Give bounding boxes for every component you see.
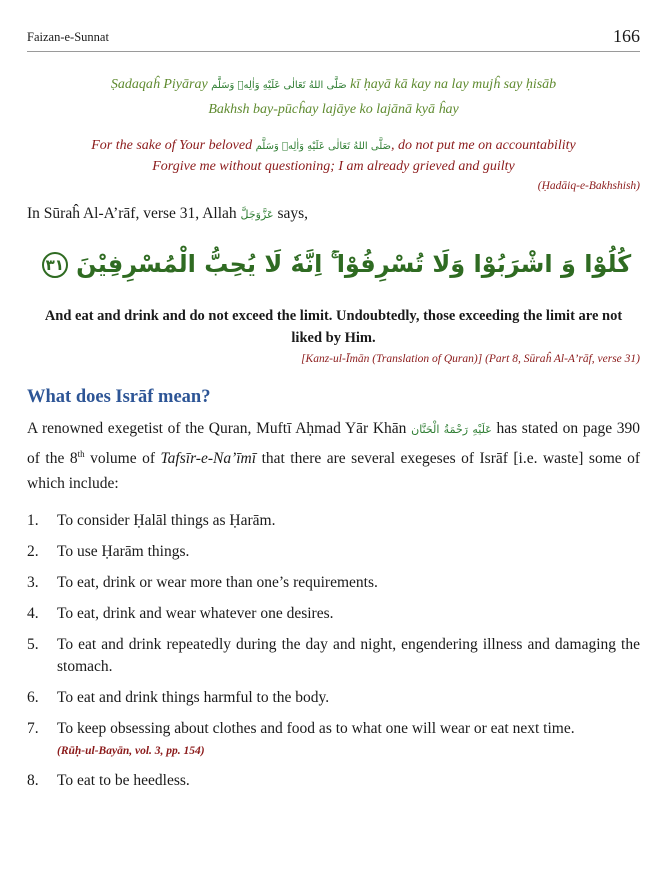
poem-citation: (Ḥadāiq-e-Bakhshish) [537, 180, 640, 192]
honorific-glyph: عَزَّوَجَلَّ [240, 208, 274, 221]
list-text: To eat, drink or wear more than one’s requirements. [57, 574, 378, 592]
poem-line-1-end: kī ḥayā kā kay na lay mujĥ say ḥisāb [350, 77, 557, 92]
poem-translation-line-1 [27, 136, 640, 157]
list-item [27, 718, 640, 766]
list-text: To keep obsessing about clothes and food as to what one will wear or eat next time. [57, 720, 575, 738]
para-text-1: A renowned exegetist of the Quran, Muftī Aḥmad Yār Khān [27, 420, 407, 437]
list-text-with-citation [57, 718, 640, 766]
poem-couplet-translation [27, 136, 640, 177]
list-item [27, 541, 640, 563]
list-item [27, 634, 640, 678]
page-number: 166 [613, 26, 640, 46]
list-item [27, 572, 640, 594]
list-item [27, 510, 640, 532]
list-citation: (Rūḥ-ul-Bayān, vol. 3, pp. 154) [57, 745, 205, 758]
list-number: 4. [27, 605, 39, 623]
poem-line-2: Bakhsh bay-pūcĥay lajāye ko lajānā kyā ĥay [208, 102, 459, 117]
list-number: 1. [27, 512, 39, 530]
book-name: Tafsīr-e-Na’īmī [160, 450, 257, 468]
ayah-number-mark: ٣١ [42, 252, 68, 278]
quran-verse [27, 237, 640, 291]
list-item [27, 770, 640, 792]
poem-couplet-transliteration [27, 73, 640, 122]
list-text: To use Ḥarām things. [57, 543, 190, 561]
list-number: 3. [27, 574, 39, 592]
verse-intro-text: In Sūraĥ Al-A’rāf, verse 31, Allah [27, 205, 237, 222]
list-text: To eat and drink repeatedly during the day and night, engendering illness and damaging the stomach. [57, 636, 640, 676]
list-number: 6. [27, 689, 39, 707]
quran-verse-text: كُلُوْا وَ اشْرَبُوْا وَلَا تُسْرِفُوْا ۚ اِنَّهٗ لَا يُحِبُّ الْمُسْرِفِيْنَ [76, 250, 632, 278]
translation-citation: [Kanz-ul-Īmān (Translation of Quran)] (Part 8, Sūraĥ Al-A’rāf, verse 31) [301, 353, 640, 365]
section-heading: What does Isrāf mean? [27, 387, 211, 407]
page-header [27, 0, 640, 52]
salawat-glyph-2: صَلَّى اللهُ تَعَالٰى عَلَيْهِ وَاٰلِهٖ وَسَلَّم [255, 141, 392, 152]
list-text: To eat and drink things harmful to the body. [57, 689, 330, 707]
para-text-3: volume of [90, 450, 155, 468]
list-number: 8. [27, 772, 39, 790]
para-text-2: has stated on page 390 of the 8 [27, 420, 641, 468]
list-number: 7. [27, 720, 39, 738]
list-text: To eat to be heedless. [57, 772, 190, 790]
list-text: To eat, drink and wear whatever one desires. [57, 605, 334, 623]
poem-line-1-start: Ṣadaqaĥ Piyāray [110, 77, 208, 92]
ordinal-suffix: th [77, 449, 85, 459]
list-item [27, 687, 640, 709]
salawat-glyph: صَلَّى اللهُ تَعَالٰى عَلَيْهِ وَاٰلِهٖ وَسَلَّم [211, 80, 347, 91]
poem-translation-line-1-end: , do not put me on accountability [391, 138, 576, 153]
poem-translation-line-2: Forgive me without questioning; I am already grieved and guilty [152, 159, 515, 174]
verse-intro [27, 205, 640, 223]
body-paragraph [27, 416, 640, 496]
list-number: 2. [27, 543, 39, 561]
poem-line-1 [27, 73, 640, 98]
exegeses-list [27, 510, 640, 792]
list-item [27, 603, 640, 625]
para-text-4: that there are several exegeses of Isrāf [i.e. waste] some of which include: [27, 450, 641, 493]
poem-translation-line-1-start: For the sake of Your beloved [91, 138, 253, 153]
honorific-glyph-2: عَلَيْهِ رَحْمَةُ الْحَنَّان [411, 423, 492, 436]
list-text: To consider Ḥalāl things as Ḥarām. [57, 512, 276, 530]
list-number: 5. [27, 636, 39, 654]
verse-intro-end: says, [277, 205, 309, 222]
verse-translation: And eat and drink and do not exceed the limit. Undoubtedly, those exceeding the limit are not liked by Him. [44, 308, 623, 346]
book-title: Faizan-e-Sunnat [27, 30, 109, 44]
